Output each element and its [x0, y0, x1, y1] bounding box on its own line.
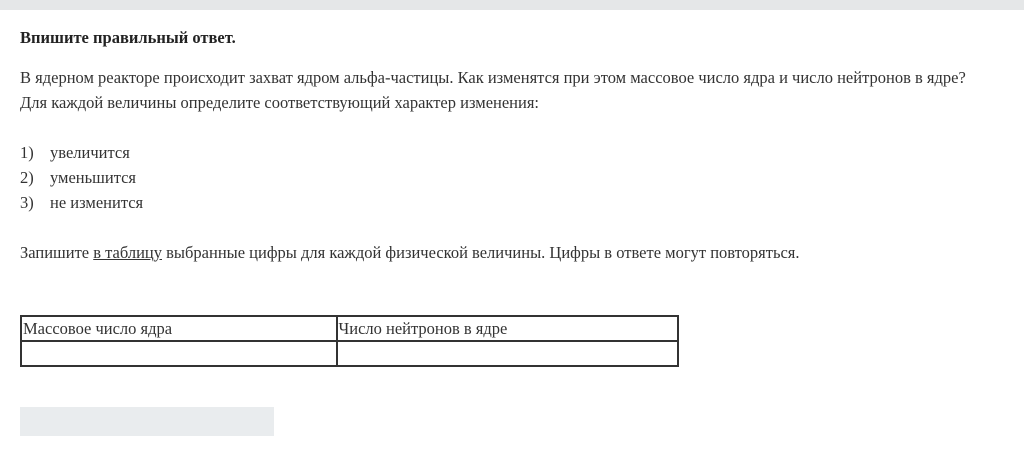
answer-note	[20, 240, 1010, 265]
answer-table	[20, 315, 679, 367]
option-label: не изменится	[50, 193, 144, 212]
task-content	[20, 26, 1010, 265]
option-label: увеличится	[50, 143, 130, 162]
header-neutron-count: Число нейтронов в ядре	[337, 316, 678, 341]
answer-cell-mass-number[interactable]	[21, 341, 337, 366]
question-line-1: В ядерном реакторе происходит захват ядром альфа-частицы. Как изменятся при этом массовое число ядра и число нейтронов в ядре?	[20, 68, 966, 87]
header-mass-number: Массовое число ядра	[21, 316, 337, 341]
instruction-heading: Впишите правильный ответ.	[20, 28, 236, 47]
note-text-after: выбранные цифры для каждой физической величины. Цифры в ответе могут повторяться.	[162, 243, 800, 262]
answer-cell-neutron-count[interactable]	[337, 341, 678, 366]
option-item-1	[20, 140, 1010, 165]
option-item-3	[20, 190, 1010, 215]
option-number: 2)	[20, 168, 34, 187]
option-label: уменьшится	[50, 168, 137, 187]
table-header-row	[21, 316, 678, 341]
question-line-2: Для каждой величины определите соответствующий характер изменения:	[20, 93, 540, 112]
top-bar	[0, 0, 1024, 10]
options-list	[20, 140, 1010, 215]
table-answer-row	[21, 341, 678, 366]
note-text-before: Запишите	[20, 243, 94, 262]
option-item-2	[20, 165, 1010, 190]
option-number: 1)	[20, 143, 34, 162]
question-text	[20, 65, 1010, 115]
option-number: 3)	[20, 193, 34, 212]
table-link[interactable]: в таблицу	[93, 243, 163, 262]
answer-button-placeholder[interactable]	[20, 407, 274, 436]
